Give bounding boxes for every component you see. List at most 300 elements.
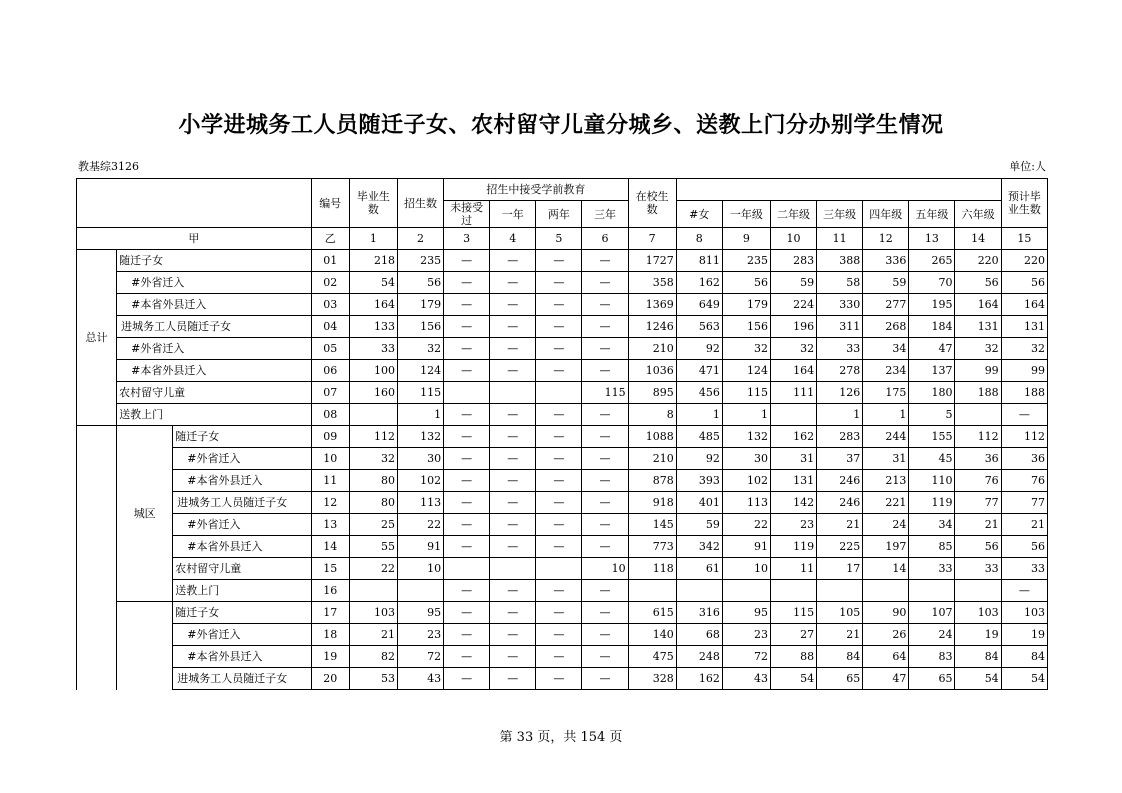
row-code: 03 [311,294,349,316]
table-cell: 32 [955,338,1001,360]
table-cell [676,580,722,602]
table-cell: 61 [676,558,722,580]
table-row [77,382,1048,404]
table-cell: 649 [676,294,722,316]
table-cell: 54 [1001,668,1047,690]
header-row-1 [77,179,1048,201]
table-cell: 773 [628,536,676,558]
table-cell: 112 [349,426,397,448]
table-cell: 32 [770,338,816,360]
table-cell: — [536,338,582,360]
table-cell: 278 [817,360,863,382]
table-cell: 615 [628,602,676,624]
table-cell: — [582,514,628,536]
table-cell: 118 [628,558,676,580]
row-code: 16 [311,580,349,602]
table-cell: — [536,272,582,294]
table-cell: 112 [1001,426,1047,448]
table-cell: 137 [909,360,955,382]
table-cell: 316 [676,602,722,624]
row-label: 进城务工人员随迁子女 [173,492,311,514]
table-cell: 14 [863,558,909,580]
table-cell: 162 [676,272,722,294]
table-cell: — [536,536,582,558]
table-cell: — [444,514,490,536]
table-cell: 1 [863,404,909,426]
table-cell: 1 [397,404,443,426]
table-cell: 92 [676,448,722,470]
table-cell: 393 [676,470,722,492]
row-label: #本省外县迁入 [173,470,311,492]
table-cell: 72 [722,646,770,668]
table-row [77,668,1048,690]
table-cell: 32 [349,448,397,470]
table-row [77,360,1048,382]
table-cell: 225 [817,536,863,558]
table-cell: 126 [817,382,863,404]
table-cell: 53 [349,668,397,690]
table-cell: 43 [397,668,443,690]
group-label-chengqu: 城区 [117,426,173,602]
header-g5: 五年级 [909,201,955,228]
table-cell: 90 [863,602,909,624]
table-cell: 56 [397,272,443,294]
table-cell: — [536,448,582,470]
table-cell: 164 [955,294,1001,316]
table-cell [955,404,1001,426]
table-cell: 220 [1001,250,1047,272]
table-cell: 213 [863,470,909,492]
table-cell: 195 [909,294,955,316]
header-g4: 四年级 [863,201,909,228]
table-cell: 244 [863,426,909,448]
header-blank-2 [676,179,1001,201]
row-code: 07 [311,382,349,404]
header-preschool-group: 招生中接受学前教育 [444,179,629,201]
table-cell: — [490,338,536,360]
row-code: 12 [311,492,349,514]
table-cell: 10 [397,558,443,580]
index-cell: 14 [955,228,1001,250]
table-cell: 105 [817,602,863,624]
table-cell: 283 [770,250,816,272]
table-cell: — [582,272,628,294]
table-cell: 33 [817,338,863,360]
table-cell: 56 [955,536,1001,558]
table-cell [444,382,490,404]
row-label: #外省迁入 [173,514,311,536]
table-cell: 91 [397,536,443,558]
table-cell: 131 [770,470,816,492]
table-cell: 21 [1001,514,1047,536]
table-cell: 184 [909,316,955,338]
table-row [77,580,1048,602]
table-cell [628,580,676,602]
row-label: #外省迁入 [173,624,311,646]
table-cell: 164 [349,294,397,316]
index-cell: 12 [863,228,909,250]
table-cell: 80 [349,492,397,514]
table-cell: — [536,580,582,602]
header-pre-2: 两年 [536,201,582,228]
table-cell: — [536,646,582,668]
table-cell: 31 [770,448,816,470]
table-cell: 32 [722,338,770,360]
table-cell: — [444,294,490,316]
row-code: 09 [311,426,349,448]
table-cell: — [444,668,490,690]
header-g3: 三年级 [817,201,863,228]
table-cell [536,558,582,580]
index-row [77,228,1048,250]
table-cell [863,580,909,602]
table-cell: 54 [955,668,1001,690]
table-cell [536,382,582,404]
table-cell: 43 [722,668,770,690]
table-cell: — [536,316,582,338]
table-cell: 33 [349,338,397,360]
table-cell: 59 [863,272,909,294]
table-cell: 59 [770,272,816,294]
table-cell: 8 [628,404,676,426]
table-row [77,558,1048,580]
row-label: #本省外县迁入 [173,536,311,558]
table-cell: — [490,624,536,646]
header-pre-1: 一年 [490,201,536,228]
table-cell: — [582,624,628,646]
row-code: 19 [311,646,349,668]
row-label: 送教上门 [173,580,311,602]
table-cell: 358 [628,272,676,294]
row-code: 10 [311,448,349,470]
table-cell: — [490,426,536,448]
table-cell: 113 [397,492,443,514]
table-cell: 22 [349,558,397,580]
index-cell: 3 [444,228,490,250]
table-cell: 24 [909,624,955,646]
table-cell: 277 [863,294,909,316]
table-cell: — [444,404,490,426]
table-cell: 26 [863,624,909,646]
table-cell: 220 [955,250,1001,272]
table-cell: 59 [676,514,722,536]
table-row [77,492,1048,514]
table-cell: 119 [909,492,955,514]
table-cell: — [536,360,582,382]
table-cell: 179 [722,294,770,316]
row-code: 20 [311,668,349,690]
table-row [77,426,1048,448]
table-cell: 21 [349,624,397,646]
table-cell: — [444,492,490,514]
table-cell: 102 [722,470,770,492]
table-cell: 45 [909,448,955,470]
table-cell: 11 [770,558,816,580]
table-cell: 401 [676,492,722,514]
table-cell: — [536,470,582,492]
table-row [77,624,1048,646]
table-cell: 23 [722,624,770,646]
row-code: 04 [311,316,349,338]
table-cell: 342 [676,536,722,558]
table-cell: — [444,272,490,294]
header-bianhao: 编号 [311,179,349,228]
table-cell: 1246 [628,316,676,338]
table-cell: — [490,316,536,338]
header-zaixiao: 在校生数 [628,179,676,228]
table-cell: 140 [628,624,676,646]
index-cell: 7 [628,228,676,250]
header-g6: 六年级 [955,201,1001,228]
table-cell [397,580,443,602]
table-cell: — [444,338,490,360]
header-g2: 二年级 [770,201,816,228]
table-cell: 56 [955,272,1001,294]
row-label: 进城务工人员随迁子女 [117,316,312,338]
table-row [77,646,1048,668]
table-cell: 224 [770,294,816,316]
table-cell: — [490,294,536,316]
row-label: 随迁子女 [173,426,311,448]
table-row [77,448,1048,470]
table-cell: — [582,668,628,690]
table-cell: 64 [863,646,909,668]
table-cell: — [444,536,490,558]
table-cell: 22 [722,514,770,536]
row-label: #外省迁入 [117,338,312,360]
form-code: 教基综3126 [78,160,139,173]
table-row [77,316,1048,338]
header-yuji: 预计毕业生数 [1001,179,1047,228]
table-cell: — [536,250,582,272]
table-cell: — [490,602,536,624]
table-cell: — [1001,580,1047,602]
table-cell: 30 [397,448,443,470]
table-cell [349,404,397,426]
table-cell: — [490,646,536,668]
table-cell: — [582,448,628,470]
table-cell: 1088 [628,426,676,448]
table-cell: 23 [397,624,443,646]
table-row [77,514,1048,536]
table-cell: 47 [909,338,955,360]
table-cell: 471 [676,360,722,382]
row-code: 13 [311,514,349,536]
table-cell: 110 [909,470,955,492]
table-cell: 210 [628,448,676,470]
group-spacer [117,602,173,690]
table-cell [955,580,1001,602]
table-cell: 1727 [628,250,676,272]
table-cell: 107 [909,602,955,624]
table-cell: 102 [397,470,443,492]
table-cell: 388 [817,250,863,272]
table-cell: — [582,426,628,448]
table-cell: 878 [628,470,676,492]
table-cell: 1 [722,404,770,426]
table-cell [444,558,490,580]
table-cell: — [582,580,628,602]
table-cell: 77 [955,492,1001,514]
row-code: 01 [311,250,349,272]
table-cell: 248 [676,646,722,668]
table-cell: — [444,426,490,448]
row-label: 农村留守儿童 [173,558,311,580]
table-cell: 56 [722,272,770,294]
table-cell: — [536,294,582,316]
table-cell: 65 [909,668,955,690]
table-row [77,338,1048,360]
table-cell: 336 [863,250,909,272]
page-title: 小学进城务工人员随迁子女、农村留守儿童分城乡、送教上门分办别学生情况 [178,112,944,138]
table-cell: 218 [349,250,397,272]
table-cell: 283 [817,426,863,448]
row-code: 08 [311,404,349,426]
table-cell: 145 [628,514,676,536]
table-cell: 99 [1001,360,1047,382]
table-cell: 311 [817,316,863,338]
table-cell: 33 [955,558,1001,580]
index-cell: 9 [722,228,770,250]
row-label: 送教上门 [117,404,312,426]
table-cell: 25 [349,514,397,536]
table-cell: 34 [909,514,955,536]
table-cell: 188 [1001,382,1047,404]
table-cell: 111 [770,382,816,404]
header-zhaosheng: 招生数 [397,179,443,228]
table-cell: 895 [628,382,676,404]
table-cell: — [582,360,628,382]
table-cell: — [536,492,582,514]
table-cell: 142 [770,492,816,514]
row-label: 随迁子女 [173,602,311,624]
table-cell: — [490,250,536,272]
table-cell: — [444,360,490,382]
table-cell: 246 [817,492,863,514]
index-cell: 甲 [77,228,312,250]
table-row [77,404,1048,426]
row-code: 06 [311,360,349,382]
table-cell: 82 [349,646,397,668]
row-code: 15 [311,558,349,580]
table-cell [490,558,536,580]
table-cell: — [490,536,536,558]
table-cell: 115 [397,382,443,404]
table-cell: 19 [955,624,1001,646]
table-cell: 36 [955,448,1001,470]
table-cell: — [536,426,582,448]
table-cell: 131 [1001,316,1047,338]
table-cell: 22 [397,514,443,536]
table-cell: 17 [817,558,863,580]
table-cell: 32 [1001,338,1047,360]
table-row [77,294,1048,316]
table-cell: 197 [863,536,909,558]
table-cell: 132 [722,426,770,448]
row-code: 05 [311,338,349,360]
table-cell: 180 [909,382,955,404]
index-cell: 4 [490,228,536,250]
table-cell: 119 [770,536,816,558]
table-cell: 84 [817,646,863,668]
table-cell: 58 [817,272,863,294]
table-cell: 84 [955,646,1001,668]
table-row [77,536,1048,558]
table-cell: 100 [349,360,397,382]
table-cell: 70 [909,272,955,294]
table-cell: — [536,602,582,624]
table-cell: — [582,602,628,624]
table-cell: 132 [397,426,443,448]
table-cell: 56 [1001,536,1047,558]
table-cell: — [582,294,628,316]
statistics-table [76,178,1048,690]
table-cell: 1369 [628,294,676,316]
header-g1: 一年级 [722,201,770,228]
table-cell: 112 [955,426,1001,448]
table-cell: 33 [909,558,955,580]
table-cell: 330 [817,294,863,316]
table-cell: 54 [770,668,816,690]
table-cell: 156 [722,316,770,338]
index-cell: 13 [909,228,955,250]
table-cell: — [444,316,490,338]
table-cell: 103 [1001,602,1047,624]
table-cell: 95 [722,602,770,624]
table-cell: 10 [722,558,770,580]
table-cell: 124 [397,360,443,382]
table-cell: 5 [909,404,955,426]
index-cell: 5 [536,228,582,250]
row-label: 随迁子女 [117,250,312,272]
table-cell: — [582,338,628,360]
table-cell: 103 [955,602,1001,624]
table-cell: 235 [722,250,770,272]
row-code: 11 [311,470,349,492]
table-cell: 115 [722,382,770,404]
header-pre-3: 三年 [582,201,628,228]
table-cell: 21 [817,514,863,536]
table-cell: — [582,646,628,668]
table-cell: 56 [1001,272,1047,294]
table-cell: 30 [722,448,770,470]
table-cell: 76 [955,470,1001,492]
table-cell: 221 [863,492,909,514]
table-cell: 175 [863,382,909,404]
table-cell: 55 [349,536,397,558]
table-cell: 155 [909,426,955,448]
table-cell: — [444,448,490,470]
table-cell: — [536,624,582,646]
table-cell: — [582,536,628,558]
table-cell [349,580,397,602]
table-cell: — [490,668,536,690]
table-cell [722,580,770,602]
table-cell: — [490,404,536,426]
group-label-zongji: 总计 [77,250,117,426]
table-cell: 485 [676,426,722,448]
table-cell: 84 [1001,646,1047,668]
table-cell: 99 [955,360,1001,382]
table-cell: 164 [770,360,816,382]
table-cell: 210 [628,338,676,360]
row-label: #本省外县迁入 [117,360,312,382]
table-cell: 31 [863,448,909,470]
table-cell: 113 [722,492,770,514]
index-cell: 8 [676,228,722,250]
index-cell: 6 [582,228,628,250]
header-biye: 毕业生数 [349,179,397,228]
